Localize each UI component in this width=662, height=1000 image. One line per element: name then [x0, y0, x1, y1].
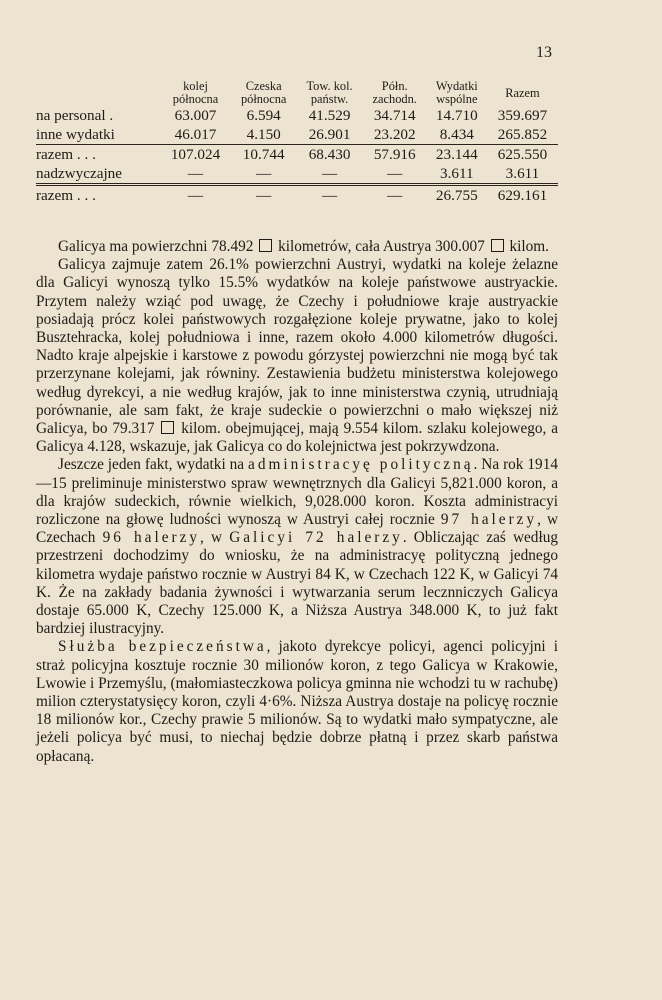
- table-cell: —: [363, 164, 427, 185]
- table-cell: 46.017: [160, 125, 231, 145]
- table-cell: 6.594: [246, 107, 281, 124]
- row-label: razem . . .: [36, 146, 96, 163]
- table-cell: 26.901: [296, 125, 362, 145]
- header-line: wspólne: [436, 92, 478, 106]
- spaced-emphasis: 97 halerzy: [440, 511, 538, 529]
- header-line: Półn.: [381, 79, 408, 93]
- spaced-emphasis: 96 halerzy: [102, 529, 201, 547]
- table-cell: 3.611: [427, 164, 487, 185]
- table-cell: 625.550: [497, 146, 548, 163]
- table-cell: 68.430: [308, 146, 351, 163]
- table-cell: 3.611: [487, 164, 558, 185]
- square-km-icon: [259, 239, 272, 252]
- header-line: północna: [240, 92, 287, 106]
- paragraph-security: [36, 638, 558, 765]
- table-row: [36, 125, 558, 145]
- table-header-row: [36, 80, 558, 106]
- table-cell: 14.710: [435, 107, 478, 124]
- text-span: . Na rok 1914—15 preliminuje ministerstwo spraw wewnętrznych dla Galicyi 5,821.000 koron, a dla krajów sudeckich, równie wielkich, 9,028.000 koron. Koszta administracyi rozliczone na głowę ludności wynoszą w Austryi całej rocznie: [36, 456, 558, 529]
- table-cell: 23.202: [363, 125, 427, 145]
- table-cell: —: [387, 187, 403, 204]
- header-line: Tow. kol.: [306, 79, 353, 93]
- body-text: [36, 238, 558, 766]
- text-span: . Obliczając zaś według przestrzeni dochodzimy do wniosku, że na administracyę polityczną jednego kilometra wydaje państwo rocznie w Austryi 84 K, w Czechach 122 K, w Galicyi 74 K. Że na zakłady badania żywności i wytwarzania serum lecznniczych Galicya dostaje 65.000 K, Czechy 125.000 K, a Niższa Austrya 348.000 K, to już fakt bardziej ilustracyjny.: [36, 529, 558, 638]
- paragraph-area: [36, 238, 558, 256]
- text-span: kilom. obejmującej, mają 9.554 kilom. szlaku kolejowego, a Galicya 4.128, wskazuje, jak Galicya co do kolejnictwa jest pokrzywdzona.: [36, 420, 558, 456]
- text-span: , jakoto dyrekcye policyi, agenci policyjni i straż policyjna kosztuje rocznie 30 milionów koron, z tego Galicya w Krakowie, Lwowie i Przemyślu, (małomiasteczkowa policya gminna nie wchodzi tu w rachubę) milion czterystatysięcy koron, czyli 4·6%. Niższa Austrya dostaje na policyę rocznie 18 milionów kor., Czechy prawie 5 milionów. Są to wydatki mało sympatyczne, ale jeżeli policya być musi, to niechaj będzie dobrze płatną i przez skarb państwa opłacaną.: [36, 638, 558, 765]
- table-row: [36, 145, 558, 165]
- paragraph-railways: [36, 256, 558, 456]
- header-line: Czeska: [245, 79, 282, 93]
- table-cell: —: [321, 187, 338, 204]
- table-cell: —: [256, 187, 272, 204]
- text-span: kilometrów, cała Austrya 300.007: [278, 238, 485, 255]
- table-cell: 629.161: [497, 187, 548, 204]
- text-span: Galicya ma powierzchni 78.492: [58, 238, 254, 255]
- table-cell: —: [160, 164, 231, 185]
- table-cell: —: [231, 164, 296, 185]
- header-line: Wydatki: [435, 79, 478, 93]
- text-span: kilom.: [509, 238, 549, 255]
- table-cell: 34.714: [373, 107, 416, 124]
- row-label: razem . . .: [36, 187, 96, 204]
- table-row: [36, 185, 558, 206]
- table-cell: 10.744: [242, 146, 285, 163]
- spaced-emphasis: Służba bezpieczeństwa: [58, 638, 267, 656]
- table-header-cell: [160, 80, 231, 106]
- table-header-cell: [363, 80, 427, 106]
- square-km-icon: [161, 421, 174, 434]
- text-span: Jeszcze jeden fakt, wydatki na: [58, 456, 245, 474]
- text-span: , w: [200, 529, 223, 547]
- table-row: [36, 106, 558, 125]
- table-cell: —: [187, 187, 204, 204]
- table-cell: 107.024: [170, 146, 221, 163]
- header-line: północna: [172, 92, 219, 106]
- row-label: inne wydatki: [36, 125, 160, 145]
- header-line: kolej: [183, 79, 208, 93]
- text-span: Galicya zajmuje zatem 26.1% powierzchni Austryi, wydatki na koleje żelazne dla Galicyi wynoszą tylko 15.5% wydatków na koleje państwowe austryackie. Przytem należy wziąć pod uwagę, że Czechy i południowe kraje austryackie posiadają prócz kolei państwowych rozgałęzione koleje prywatne, jako to kolej Busztehracka, kolej południowa i inne, razem około 4.000 kilometrów długości. Nadto kraje alpejskie i karstowe z powodu górzystej powierzchni nie mogą być tak przerzynane kolejami, jak równiny. Zestawienia budżetu ministerstwa kolejowego według dyrekcyi, a nie według krajów, jak to inne ministerstwa czynią, utrudniają porównanie, ale sam fakt, że kraje sudeckie o powierzchni o mało większej niż Galicya, bo 79.317: [36, 256, 558, 438]
- table-row: [36, 164, 558, 185]
- row-label: na personal .: [36, 107, 114, 124]
- table-cell: 63.007: [174, 107, 217, 124]
- spaced-emphasis: Galicyi 72 halerzy: [229, 529, 403, 547]
- table-cell: 265.852: [487, 125, 558, 145]
- table-cell: 57.916: [373, 146, 416, 163]
- header-line: zachodn.: [372, 92, 417, 106]
- table-cell: 26.755: [435, 187, 478, 204]
- table-header-cell: [427, 80, 487, 106]
- text-span: , w Czechach: [36, 511, 558, 547]
- paragraph-administration: [36, 456, 558, 638]
- table-cell: 4.150: [231, 125, 296, 145]
- page-number: 13: [536, 44, 552, 61]
- table-cell: —: [296, 164, 362, 185]
- table-header-total: Razem: [505, 85, 540, 100]
- railway-expenditure-table: [36, 80, 558, 205]
- table-cell: 23.144: [435, 146, 478, 163]
- table-header-blank: [36, 80, 160, 106]
- table-header-cell: [231, 80, 296, 106]
- spaced-emphasis: administracyę polityczną: [248, 456, 474, 474]
- header-line: państw.: [310, 92, 349, 106]
- table-cell: 359.697: [497, 107, 548, 124]
- table-cell: 41.529: [308, 107, 351, 124]
- table-cell: 8.434: [427, 125, 487, 145]
- table-header-cell: [296, 80, 362, 106]
- square-km-icon: [491, 239, 504, 252]
- row-label: nadzwyczajne: [36, 164, 160, 185]
